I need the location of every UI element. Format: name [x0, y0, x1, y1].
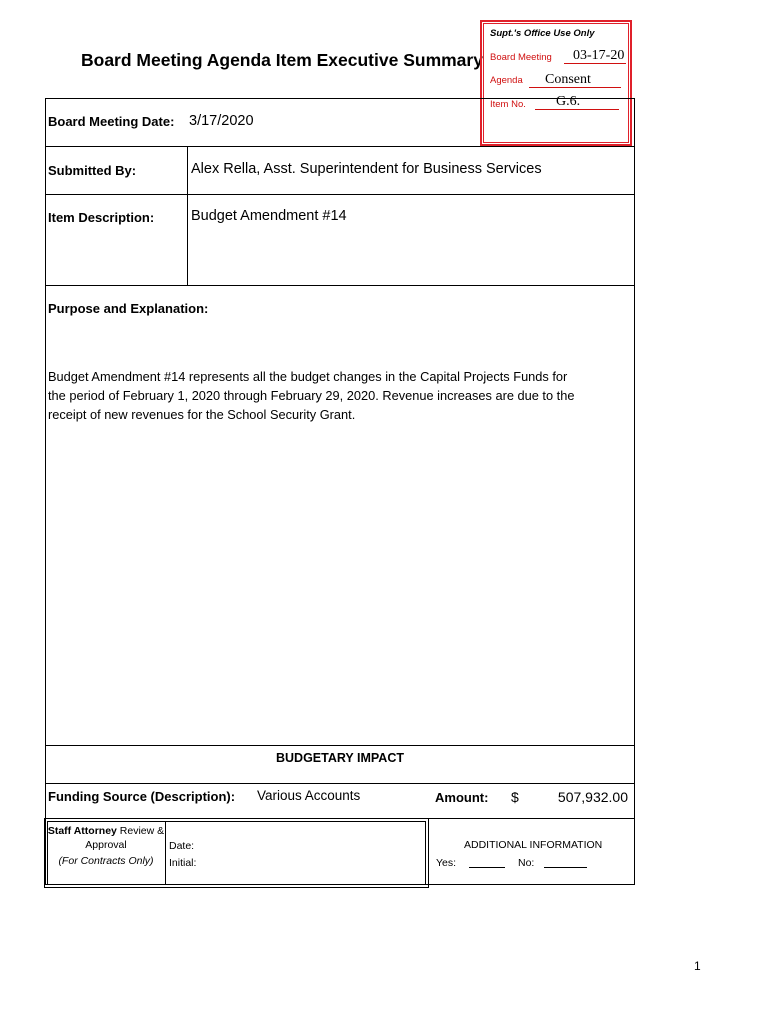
no-label: No: [518, 857, 535, 869]
funding-source-value: Various Accounts [257, 788, 361, 803]
purpose-line: the period of February 1, 2020 through February 29, 2020. Revenue increases are due to the [48, 388, 575, 403]
yes-line [469, 867, 505, 868]
item-no-value: G.6. [556, 94, 581, 109]
staff-attorney-line3: (For Contracts Only) [58, 855, 154, 867]
page-title: Board Meeting Agenda Item Executive Summary [81, 50, 483, 70]
additional-info-heading: ADDITIONAL INFORMATION [464, 839, 603, 851]
agenda-value: Consent [545, 72, 591, 87]
currency-symbol: $ [511, 789, 519, 805]
purpose-line: receipt of new revenues for the School Security Grant. [48, 407, 356, 422]
date-label: Date: [169, 840, 195, 852]
column-divider [187, 146, 188, 285]
purpose-text [48, 367, 630, 424]
submitted-by-label: Submitted By: [48, 163, 137, 178]
meeting-date-label: Board Meeting Date: [48, 114, 175, 129]
no-line [544, 867, 587, 868]
yes-label: Yes: [436, 857, 457, 869]
staff-attorney-line2: Approval [85, 839, 127, 851]
staff-attorney-divider [165, 821, 166, 885]
row-divider [45, 194, 635, 195]
funding-source-label: Funding Source (Description): [48, 789, 236, 804]
staff-attorney-line1-rest: Review & [116, 825, 165, 837]
amount-label: Amount: [435, 790, 489, 805]
row-divider [45, 783, 635, 784]
staff-attorney-bold: Staff Attorney [47, 825, 117, 837]
item-description-value: Budget Amendment #14 [191, 208, 347, 224]
item-no-label: Item No. [490, 99, 526, 110]
purpose-label: Purpose and Explanation: [48, 301, 209, 316]
purpose-line: Budget Amendment #14 represents all the budget changes in the Capital Projects Funds for [48, 369, 568, 384]
submitted-by-value: Alex Rella, Asst. Superintendent for Business Services [191, 161, 542, 177]
meeting-date-value: 3/17/2020 [189, 113, 254, 129]
row-divider [45, 745, 635, 746]
staff-attorney-line1 [47, 825, 165, 837]
row-divider [45, 285, 635, 286]
office-use-heading: Supt.'s Office Use Only [490, 28, 595, 39]
item-description-label: Item Description: [48, 210, 155, 225]
budgetary-impact-heading: BUDGETARY IMPACT [275, 751, 404, 765]
row-divider [45, 146, 635, 147]
board-meeting-value: 03-17-20 [573, 48, 625, 63]
page-number: 1 [694, 959, 701, 973]
agenda-label: Agenda [490, 75, 523, 86]
board-meeting-label: Board Meeting [490, 52, 552, 63]
amount-value: 507,932.00 [557, 789, 628, 805]
initial-label: Initial: [169, 857, 197, 869]
